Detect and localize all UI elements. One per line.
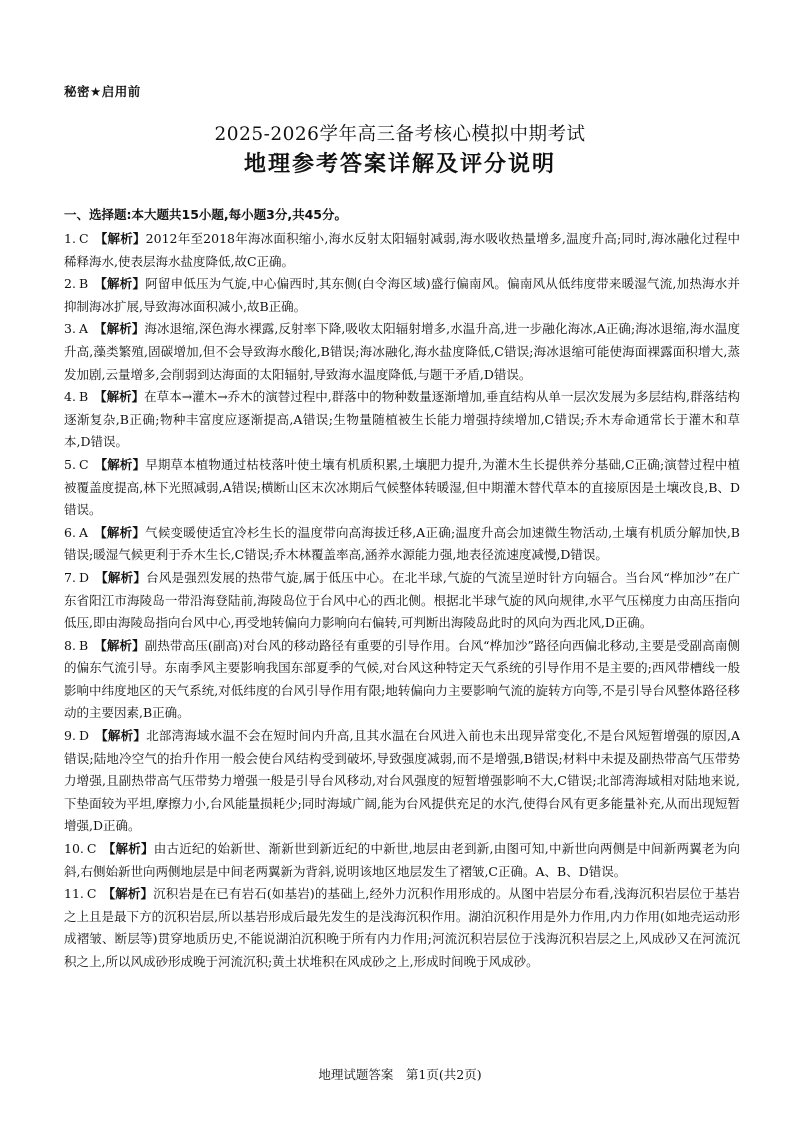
analysis-text: 沉积岩是在已有岩石(如基岩)的基础上,经外力沉积作用形成的。从图中岩层分布看,浅海沉积岩层位于基岩之上且是最下方的沉积岩层,所以基岩形成后最先发生的是浅海沉积作用。湖泊沉积作用是外力作用,内力作用(如地壳运动形成褶皱、断层等)贯穿地质历史,不能说湖泊沉积晚于所有内力作用;河流沉积岩层位于浅海沉积岩层之上,风成砂又在河流沉积之上,所以风成砂形成晚于河流沉积;黄土状堆积在风成砂之上,形成时间晚于风成砂。 bbox=[64, 886, 740, 969]
analysis-tag: 【解析】 bbox=[94, 389, 145, 405]
answer-item bbox=[64, 567, 740, 635]
question-number: 5. bbox=[64, 456, 76, 472]
analysis-tag: 【解析】 bbox=[94, 728, 147, 744]
analysis-text: 由古近纪的始新世、渐新世到新近纪的中新世,地层由老到新,由图可知,中新世向两侧是中间新两翼老为向斜,右侧始新世向两侧地层是中间老两翼新为背斜,说明该地区地层发生了褶皱,C正确。A、B、D错误。 bbox=[64, 841, 740, 879]
answer-letter: A bbox=[78, 321, 88, 337]
analysis-tag: 【解析】 bbox=[102, 841, 154, 857]
analysis-tag: 【解析】 bbox=[102, 886, 154, 902]
answer-item bbox=[64, 318, 740, 386]
analysis-tag: 【解析】 bbox=[94, 569, 147, 585]
question-number: 7. bbox=[64, 569, 76, 585]
answer-item bbox=[64, 725, 740, 838]
question-number: 3. bbox=[64, 321, 76, 337]
answer-letter: A bbox=[78, 524, 88, 540]
answer-letter: C bbox=[78, 231, 89, 246]
answer-letter: C bbox=[86, 841, 97, 857]
answer-letter: D bbox=[78, 569, 89, 585]
analysis-text: 海冰退缩,深色海水裸露,反射率下降,吸收太阳辐射增多,水温升高,进一步融化海冰,A正确;海冰退缩,海水温度升高,藻类繁殖,固碳增加,但不会导致海水酸化,B错误;海冰融化,海水盐度降低,C错误;海冰退缩可能使海面裸露面积增大,蒸发加剧,云量增多,会削弱到达海面的太阳辐射,导致海水温度降低,与题干矛盾,D错误。 bbox=[64, 321, 740, 382]
answer-item bbox=[64, 454, 740, 522]
analysis-text: 早期草本植物通过枯枝落叶使土壤有机质积累,土壤肥力提升,为灌木生长提供养分基础,C正确;演替过程中植被覆盖度提高,林下光照减弱,A错误;横断山区末次冰期后气候整体转暖湿,但中期灌木替代草本的直接原因是土壤改良,B、D错误。 bbox=[64, 456, 740, 518]
answer-item bbox=[64, 838, 740, 883]
question-number: 6. bbox=[64, 524, 76, 540]
analysis-tag: 【解析】 bbox=[94, 276, 146, 292]
analysis-tag: 【解析】 bbox=[93, 321, 145, 337]
answer-letter: B bbox=[78, 276, 89, 292]
answer-letter: D bbox=[78, 728, 89, 744]
analysis-tag: 【解析】 bbox=[93, 524, 146, 540]
question-number: 2. bbox=[64, 276, 76, 292]
question-number: 11. bbox=[64, 886, 84, 902]
answer-item bbox=[64, 522, 740, 567]
page-footer: 地理试题答案 第1页(共2页) bbox=[318, 1067, 482, 1082]
analysis-text: 气候变暖使适宜冷杉生长的温度带向高海拔迁移,A正确;温度升高会加速微生物活动,土壤有机质分解加快,B错误;暖湿气候更利于乔木生长,C错误;乔木林覆盖率高,涵养水源能力强,地表径流速度减慢,D错误。 bbox=[64, 524, 740, 563]
analysis-tag: 【解析】 bbox=[94, 637, 145, 653]
answer-item bbox=[64, 386, 740, 454]
answer-item bbox=[64, 273, 740, 318]
analysis-text: 副热带高压(副高)对台风的移动路径有重要的引导作用。台风“桦加沙”路径向西偏北移动,主要是受副高南侧的偏东气流引导。东南季风主要影响我国东部夏季的气候,对台风这种特定天气系统的引导作用不是主要的;西风带槽线一般影响中纬度地区的天气系统,对低纬度的台风引导作用有限;地转偏向力主要影响气流的旋转方向等,不是引导台风整体路径移动的主要因素,B正确。 bbox=[64, 637, 740, 721]
question-number: 4. bbox=[64, 389, 76, 405]
exam-title: 2025-2026学年高三备考核心模拟中期考试 bbox=[214, 124, 586, 145]
answer-letter: C bbox=[86, 886, 97, 902]
analysis-text: 阿留申低压为气旋,中心偏西时,其东侧(白令海区域)盛行偏南风。偏南风从低纬度带来暖湿气流,加热海水并抑制海冰扩展,导致海冰面积减小,故B正确。 bbox=[64, 276, 740, 314]
analysis-text: 北部湾海域水温不会在短时间内升高,且其水温在台风进入前也未出现异常变化,不是台风短暂增强的原因,A错误;陆地冷空气的抬升作用一般会使台风结构受到破坏,导致强度减弱,而不是增强,B错误;材料中未提及副热带高气压带势力增强,且副热带高气压带势力增强一般是引导台风移动,对台风强度的短暂增强影响不大,C错误;北部湾海域相对陆地来说,下垫面较为平坦,摩擦力小,台风能量损耗少;同时海域广阔,能为台风提供充足的水汽,使得台风有更多能量补充,从而出现短暂增强,D正确。 bbox=[64, 728, 740, 834]
answer-item bbox=[64, 883, 740, 973]
analysis-text: 台风是强烈发展的热带气旋,属于低压中心。在北半球,气旋的气流呈逆时针方向辐合。当台风“桦加沙”在广东省阳江市海陵岛一带沿海登陆前,海陵岛位于台风中心的西北侧。根据北半球气旋的风向规律,水平气压梯度力由高压指向低压,即由海陵岛指向台风中心,再受地转偏向力影响向右偏转,可判断出海陵岛此时的风向为西北风,D正确。 bbox=[64, 569, 740, 631]
analysis-tag: 【解析】 bbox=[94, 456, 146, 472]
confidential-label: 秘密★启用前 bbox=[64, 84, 141, 99]
section-heading: 一、选择题:本大题共15小题,每小题3分,共45分。 bbox=[64, 207, 347, 222]
question-number: 10. bbox=[64, 841, 84, 857]
question-number: 9. bbox=[64, 728, 76, 744]
analysis-text: 2012年至2018年海冰面积缩小,海水反射太阳辐射减弱,海水吸收热量增多,温度升高;同时,海冰融化过程中稀释海水,使表层海水盐度降低,故C正确。 bbox=[64, 231, 740, 269]
question-number: 8. bbox=[64, 637, 76, 653]
answer-item bbox=[64, 228, 740, 273]
analysis-text: 在草本→灌木→乔木的演替过程中,群落中的物种数量逐渐增加,垂直结构从单一层次发展为多层结构,群落结构逐渐复杂,B正确;物种丰富度应逐渐提高,A错误;生物量随植被生长能力增强持续增加,C错误;乔木寿命通常长于灌木和草本,D错误。 bbox=[64, 389, 740, 450]
answer-letter: B bbox=[78, 389, 89, 405]
document-title: 地理参考答案详解及评分说明 bbox=[243, 152, 556, 177]
answer-letter: C bbox=[78, 456, 89, 472]
analysis-tag: 【解析】 bbox=[94, 231, 146, 246]
answer-list bbox=[64, 228, 740, 974]
answer-item bbox=[64, 635, 740, 725]
answer-letter: B bbox=[78, 637, 89, 653]
question-number: 1. bbox=[64, 231, 76, 246]
